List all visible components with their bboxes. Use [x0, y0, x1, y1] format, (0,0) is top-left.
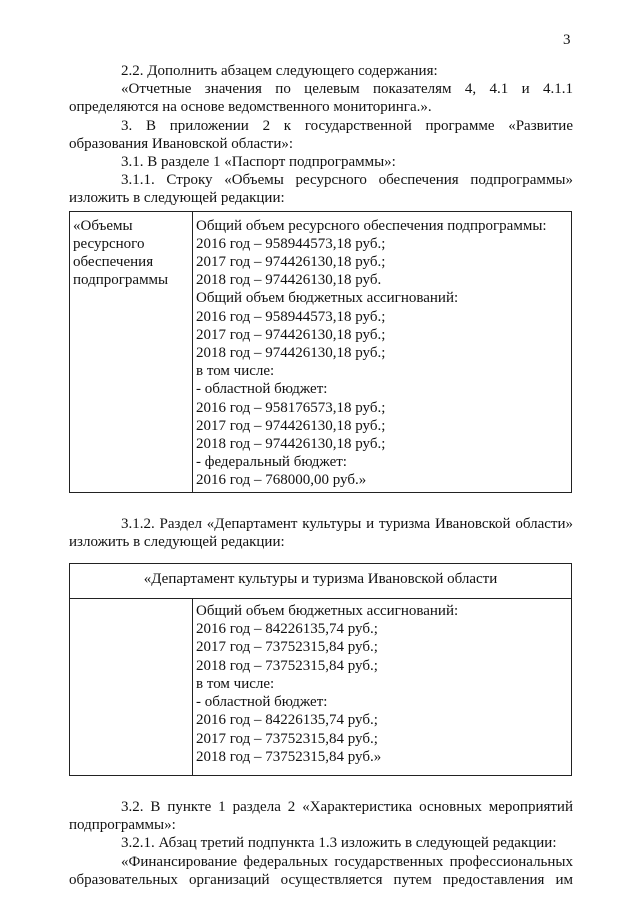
department-table-value-cell [193, 599, 572, 776]
value-line: 2018 год – 974426130,18 руб.; [196, 436, 386, 453]
value-line: 2016 год – 768000,00 руб.» [196, 472, 367, 489]
paragraph-3-1: 3.1. В разделе 1 «Паспорт подпрограммы»: [121, 154, 396, 171]
value-line: - федеральный бюджет: [196, 454, 347, 471]
paragraph-3-1-2: 3.1.2. Раздел «Департамент культуры и туризма Ивановской области» изложить в следующей редакции: [69, 515, 573, 550]
resource-table [69, 211, 572, 493]
label-line: обеспечения [73, 254, 154, 271]
department-table-empty-cell [70, 599, 193, 776]
paragraph-2-2: 2.2. Дополнить абзацем следующего содержания: [121, 63, 438, 79]
value-line: - областной бюджет: [196, 694, 328, 711]
value-line: - областной бюджет: [196, 381, 328, 398]
department-table-header: «Департамент культуры и туризма Ивановской области [70, 564, 572, 599]
value-line: 2018 год – 73752315,84 руб.» [196, 748, 382, 765]
value-line: в том числе: [196, 363, 275, 380]
document-body [69, 62, 573, 889]
value-line: 2016 год – 958944573,18 руб.; [196, 235, 386, 252]
department-table [69, 563, 572, 776]
value-line: Общий объем бюджетных ассигнований: [196, 603, 459, 620]
resource-table-value-cell [193, 211, 572, 492]
paragraph-reporting-values: «Отчетные значения по целевым показателям 4, 4.1 и 4.1.1 определяются на основе ведомственного мониторинга.». [69, 81, 573, 116]
value-line: 2017 год – 974426130,18 руб.; [196, 417, 386, 434]
paragraph-3-1-1: 3.1.1. Строку «Объемы ресурсного обеспечения подпрограммы» изложить в следующей редакции: [69, 172, 573, 207]
value-line: 2016 год – 84226135,74 руб.; [196, 621, 378, 638]
value-line: в том числе: [196, 675, 275, 692]
value-line: 2016 год – 958176573,18 руб.; [196, 399, 386, 416]
value-line: 2017 год – 73752315,84 руб.; [196, 639, 378, 656]
paragraph-3-2: 3.2. В пункте 1 раздела 2 «Характеристика основных мероприятий подпрограммы»: [69, 798, 573, 834]
value-line: 2018 год – 974426130,18 руб. [196, 272, 382, 289]
value-line: Общий объем ресурсного обеспечения подпрограммы: [196, 217, 547, 234]
paragraph-financing: «Финансирование федеральных государственных профессиональных образовательных организаций осуществляется путем предоставления им [69, 853, 573, 888]
value-line: 2017 год – 73752315,84 руб.; [196, 730, 378, 747]
value-line: 2017 год – 974426130,18 руб.; [196, 254, 386, 271]
value-line: 2016 год – 958944573,18 руб.; [196, 308, 386, 325]
paragraph-3-2-1: 3.2.1. Абзац третий подпункта 1.3 изложить в следующей редакции: [121, 835, 557, 852]
value-line: 2017 год – 974426130,18 руб.; [196, 326, 386, 343]
resource-table-label-cell [70, 211, 193, 492]
page-number: 3 [563, 32, 571, 48]
value-line: 2018 год – 974426130,18 руб.; [196, 345, 386, 362]
label-line: ресурсного [73, 235, 145, 252]
label-line: подпрограммы [73, 272, 169, 289]
value-line: 2018 год – 73752315,84 руб.; [196, 657, 378, 674]
value-line: 2016 год – 84226135,74 руб.; [196, 712, 378, 729]
paragraph-3: 3. В приложении 2 к государственной программе «Развитие образования Ивановской области»: [69, 117, 573, 152]
label-line: «Объемы [73, 217, 133, 234]
value-line: Общий объем бюджетных ассигнований: [196, 290, 459, 307]
